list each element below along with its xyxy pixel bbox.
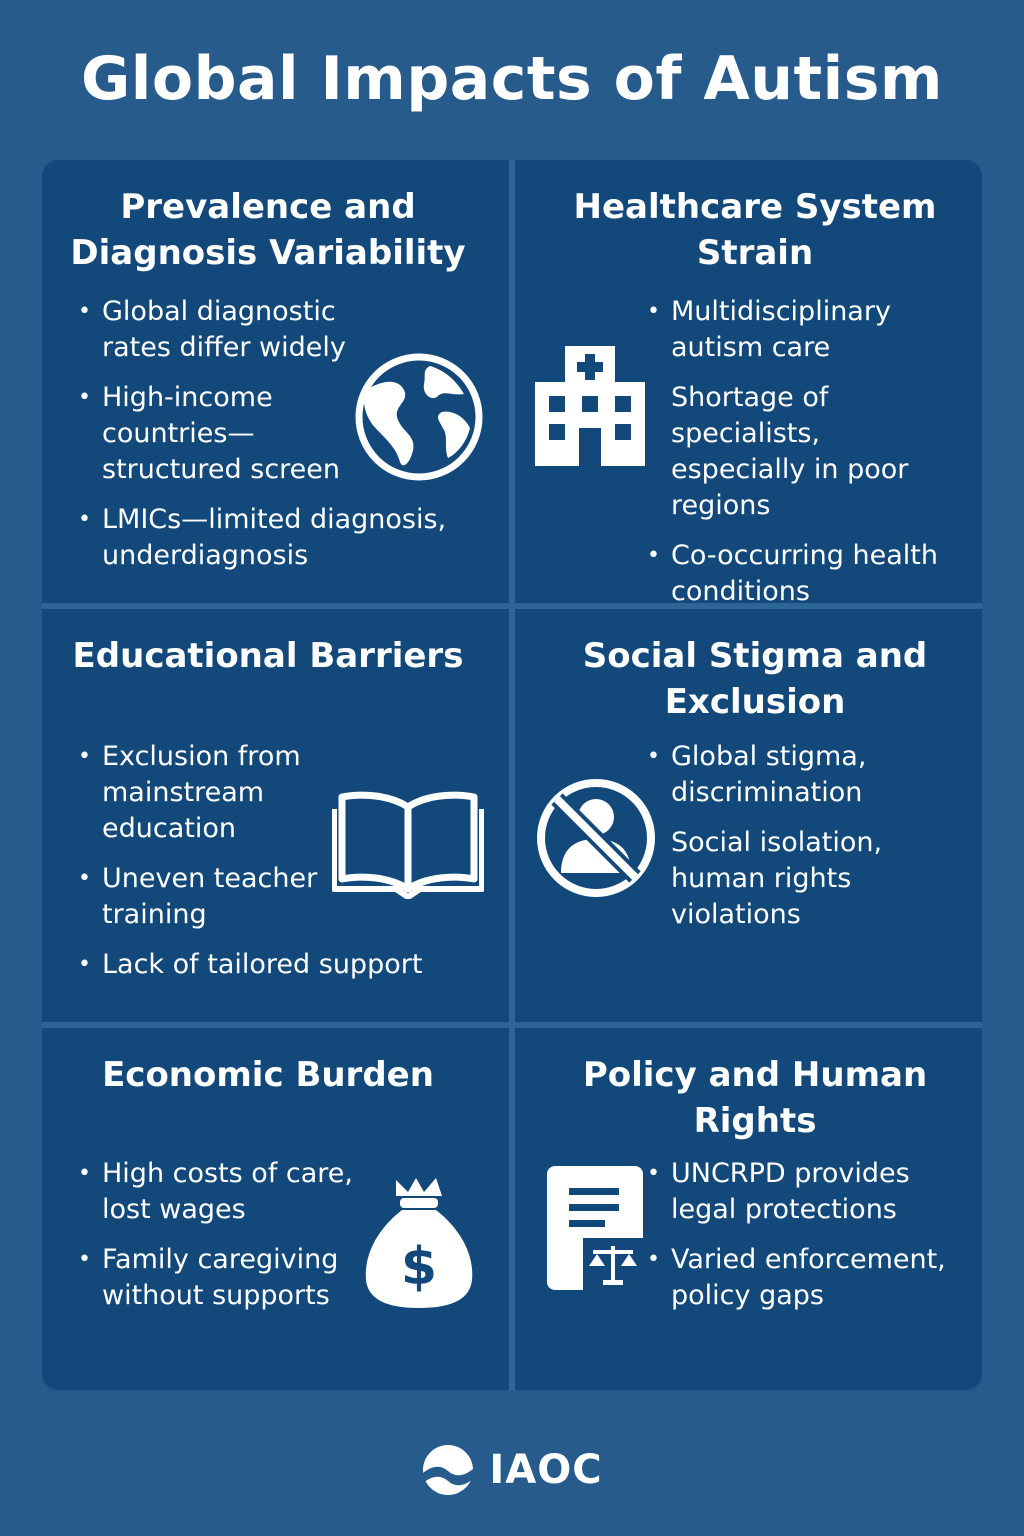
- list-item: • Exclusion from mainstream education: [76, 739, 356, 847]
- list-item: • High costs of care, lost wages: [76, 1156, 366, 1228]
- book-icon: [332, 789, 484, 899]
- hospital-icon: [535, 346, 645, 466]
- section-stigma: [515, 609, 982, 1022]
- section-heading: Healthcare System Strain: [573, 187, 937, 273]
- list-item: • LMICs—limited diagnosis, underdiagnosis: [76, 502, 502, 574]
- section-heading: Economic Burden: [102, 1055, 434, 1095]
- bullet-list: [645, 294, 955, 624]
- bullet-list: [76, 294, 447, 588]
- section-economic: [42, 1028, 509, 1390]
- svg-text:$: $: [400, 1237, 438, 1297]
- legal-document-icon: [547, 1166, 643, 1294]
- globe-icon: [352, 350, 486, 484]
- list-item: • Global diagnostic rates differ widely: [76, 294, 376, 366]
- list-item: Social isolation, human rights violations: [671, 827, 883, 930]
- page-title: Global Impacts of Autism: [81, 44, 943, 114]
- list-item: Shortage of specialists, especially in poor regions: [671, 382, 909, 521]
- list-item: • Lack of tailored support: [76, 947, 502, 983]
- list-item: • High-income countries—structured screen: [76, 380, 376, 488]
- list-item: • Co-occurring health conditions: [645, 538, 955, 610]
- bullet-list: [645, 1156, 965, 1328]
- bullet-list: [76, 1156, 366, 1328]
- money-bag-icon: [360, 1172, 478, 1312]
- list-item: • Uneven teacher training: [76, 861, 356, 933]
- bullet-list: [76, 739, 423, 997]
- list-item: • Multidisciplinary autism care: [645, 294, 955, 366]
- footer-logo: [0, 1440, 1024, 1500]
- section-heading: Social Stigma and Exclusion: [582, 636, 928, 722]
- section-heading: Educational Barriers: [72, 636, 464, 676]
- bullet-list: [645, 739, 955, 947]
- list-item: • Family caregiving without supports: [76, 1242, 366, 1314]
- section-policy: [515, 1028, 982, 1390]
- list-item: • Global stigma, discrimination: [645, 739, 955, 811]
- list-item: • Varied enforcement, policy gaps: [645, 1242, 965, 1314]
- impact-grid: [42, 160, 982, 1390]
- section-prevalence: [42, 160, 509, 603]
- section-education: [42, 609, 509, 1022]
- list-item: • UNCRPD provides legal protections: [645, 1156, 965, 1228]
- section-healthcare: [515, 160, 982, 607]
- section-heading: Prevalence and Diagnosis Variability: [70, 187, 466, 273]
- footer-logo-text: IAOC: [489, 1447, 603, 1493]
- section-heading: Policy and Human Rights: [582, 1055, 928, 1141]
- iaoc-logo-icon: [421, 1443, 475, 1497]
- no-person-icon: [535, 777, 657, 899]
